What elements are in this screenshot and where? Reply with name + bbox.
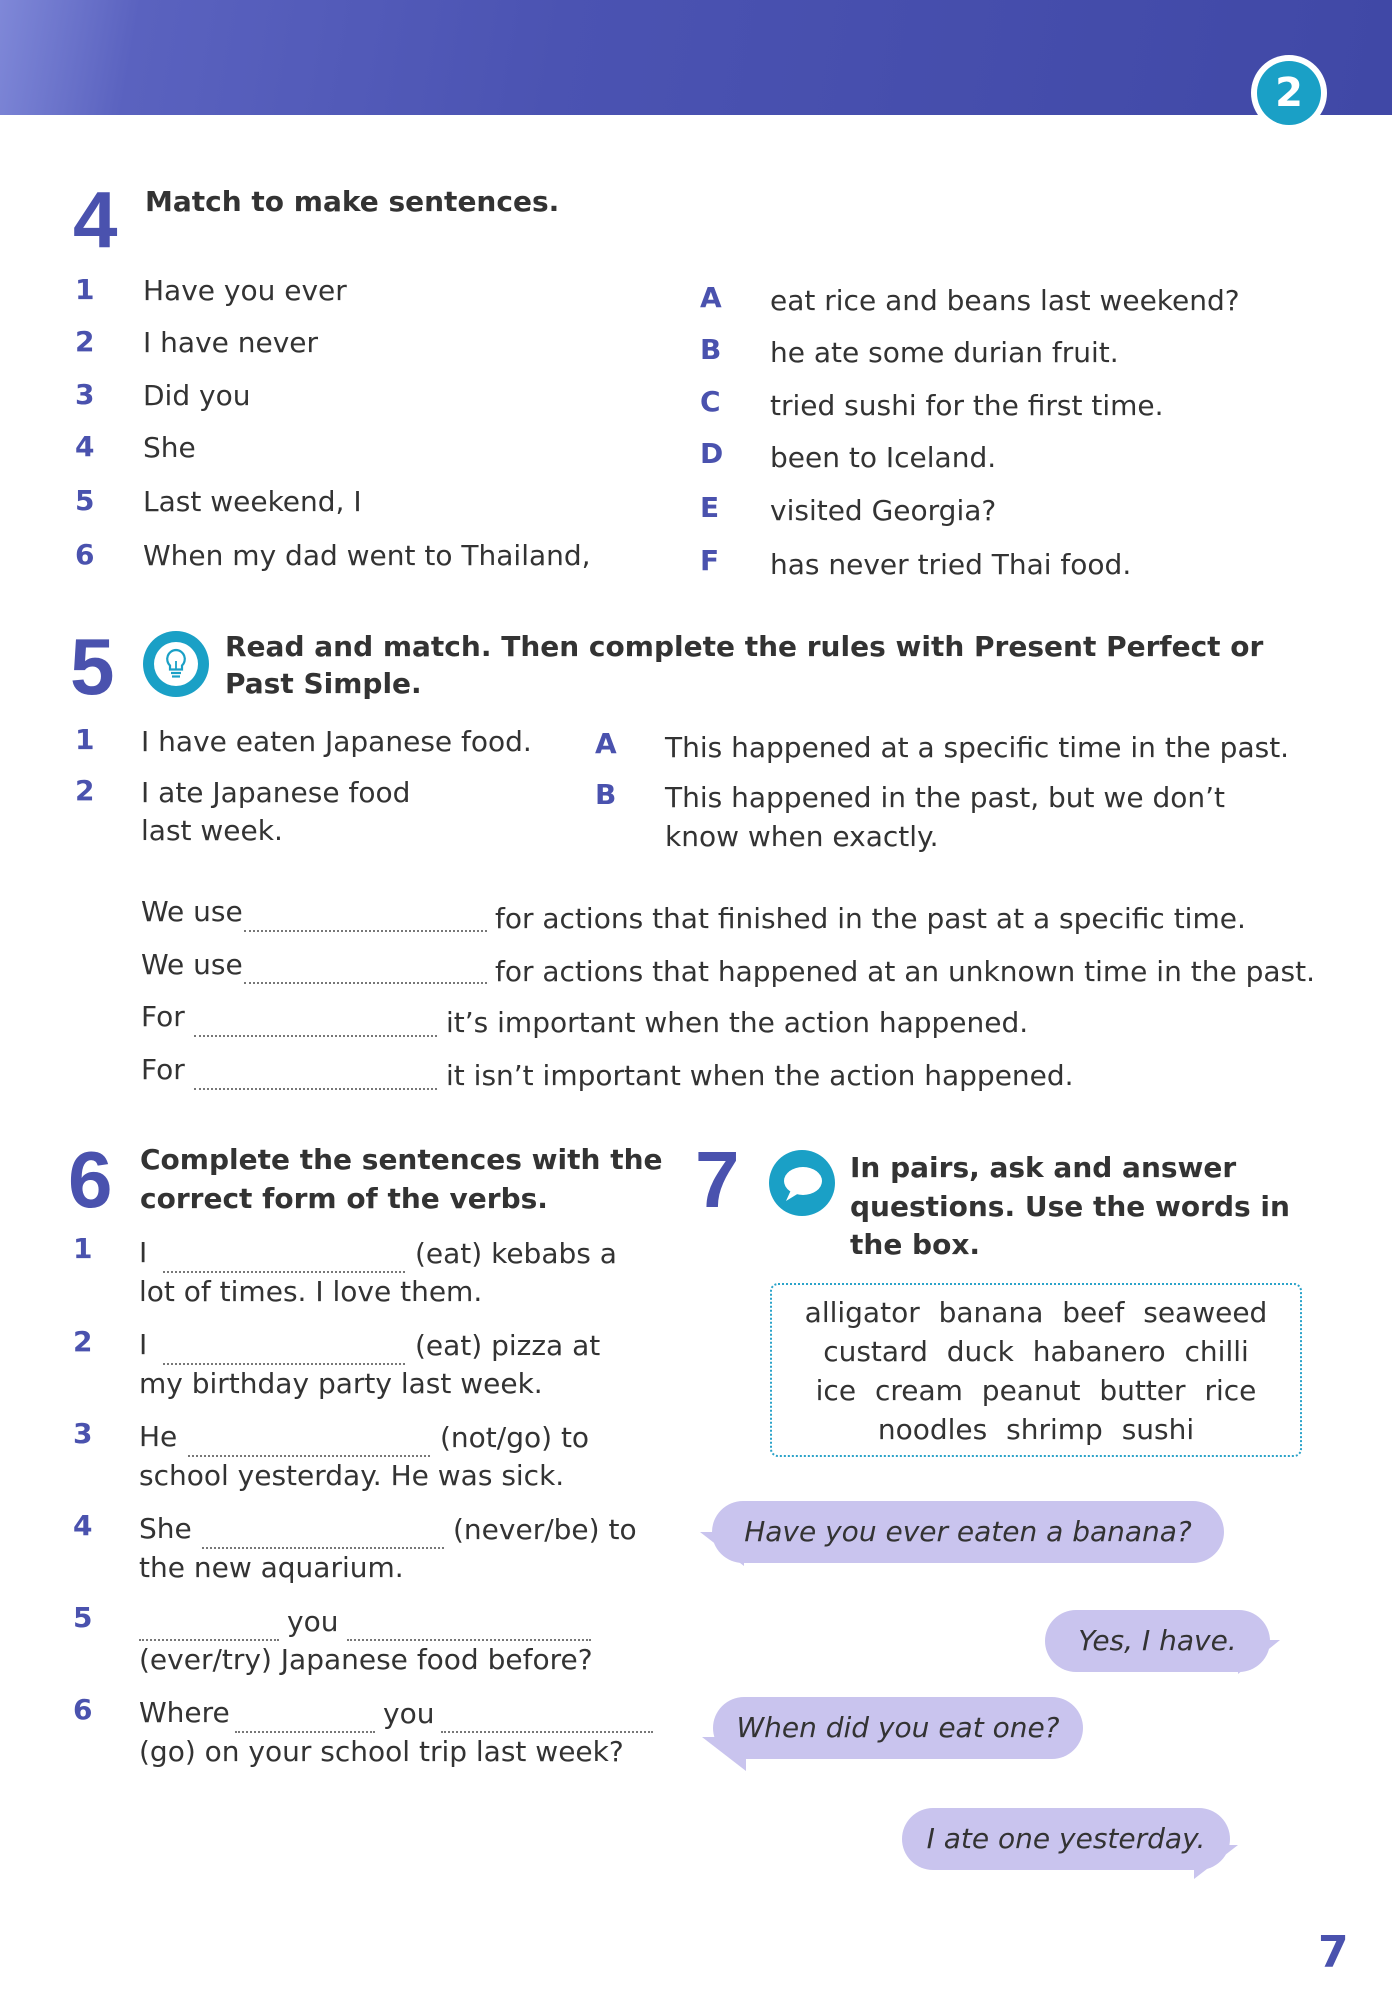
ex4-right-item: tried sushi for the first time. bbox=[770, 389, 1164, 422]
rule-end: for actions that happened at an unknown time in the past. bbox=[495, 955, 1315, 988]
ex5-left-item-cont: last week. bbox=[141, 814, 283, 847]
unit-badge bbox=[1251, 55, 1327, 131]
ex6-item-number: 4 bbox=[73, 1509, 93, 1542]
ex4-right-item: has never tried Thai food. bbox=[770, 548, 1132, 581]
rule-start: For bbox=[141, 1053, 185, 1086]
ex4-right-letter: C bbox=[700, 385, 721, 418]
ex4-left-item: When my dad went to Thailand, bbox=[143, 539, 591, 572]
ex4-left-item: Have you ever bbox=[143, 274, 347, 307]
speech-bubble-answer: I ate one yesterday. bbox=[902, 1808, 1230, 1870]
ex4-right-letter: D bbox=[700, 437, 724, 470]
ex5-left-item: I ate Japanese food bbox=[141, 776, 411, 809]
ex4-right-letter: F bbox=[700, 544, 720, 577]
ex6-item-number: 5 bbox=[73, 1601, 93, 1634]
word-box bbox=[770, 1283, 1302, 1457]
exercise-5-number: 5 bbox=[70, 622, 115, 711]
ex5-right-item: This happened in the past, but we don’t bbox=[665, 781, 1225, 814]
ex5-right-item-cont: know when exactly. bbox=[665, 820, 939, 853]
ex6-item-word: you bbox=[287, 1605, 339, 1638]
ex4-right-item: been to Iceland. bbox=[770, 441, 997, 474]
ex6-item-rest: my birthday party last week. bbox=[139, 1367, 543, 1400]
ex6-item-verb: (not/go) to bbox=[440, 1421, 590, 1454]
rule-start: We use bbox=[141, 948, 243, 981]
word-box-line: ice cream peanut butter rice bbox=[815, 1374, 1257, 1407]
ex6-item-number: 3 bbox=[73, 1417, 93, 1450]
ex6-item-rest: the new aquarium. bbox=[139, 1551, 404, 1584]
ex6-item-rest: (go) on your school trip last week? bbox=[139, 1735, 624, 1768]
ex6-item-subject: I bbox=[139, 1236, 148, 1269]
rule-end: it’s important when the action happened. bbox=[446, 1006, 1029, 1039]
ex6-item-verb: (never/be) to bbox=[453, 1513, 637, 1546]
rule-blank[interactable] bbox=[194, 1035, 437, 1037]
exercise-4-title: Match to make sentences. bbox=[145, 185, 560, 218]
lightbulb-icon bbox=[143, 631, 209, 697]
ex6-item-number: 2 bbox=[73, 1325, 93, 1358]
unit-number: 2 bbox=[1257, 61, 1321, 125]
rule-start: For bbox=[141, 1000, 185, 1033]
ex4-left-number: 6 bbox=[75, 538, 95, 571]
ex5-right-letter: B bbox=[595, 778, 617, 811]
rule-blank[interactable] bbox=[244, 982, 487, 984]
page-number: 7 bbox=[1318, 1927, 1349, 1978]
exercise-6-title-line1: Complete the sentences with the bbox=[140, 1143, 663, 1176]
ex4-right-item: eat rice and beans last weekend? bbox=[770, 284, 1240, 317]
ex4-left-number: 3 bbox=[75, 378, 95, 411]
ex5-left-number: 1 bbox=[75, 723, 95, 756]
exercise-5-title-line2: Past Simple. bbox=[225, 667, 422, 700]
speech-bubble-question: Have you ever eaten a banana? bbox=[712, 1501, 1224, 1563]
exercise-4-number: 4 bbox=[73, 175, 118, 264]
ex6-item-verb: (eat) pizza at bbox=[415, 1329, 601, 1362]
rule-blank[interactable] bbox=[194, 1088, 437, 1090]
ex5-left-item: I have eaten Japanese food. bbox=[141, 725, 532, 758]
speech-bubble-icon bbox=[769, 1150, 835, 1216]
ex5-left-number: 2 bbox=[75, 774, 95, 807]
ex6-item-word: you bbox=[383, 1697, 435, 1730]
header-banner bbox=[0, 0, 1392, 115]
speech-bubble-answer: Yes, I have. bbox=[1045, 1610, 1270, 1672]
ex4-right-item: visited Georgia? bbox=[770, 494, 997, 527]
ex6-item-subject: He bbox=[139, 1420, 178, 1453]
speech-bubble-question: When did you eat one? bbox=[713, 1697, 1083, 1759]
ex6-item-number: 6 bbox=[73, 1693, 93, 1726]
ex4-left-number: 5 bbox=[75, 484, 95, 517]
ex6-item-rest: school yesterday. He was sick. bbox=[139, 1459, 565, 1492]
ex4-right-letter: A bbox=[700, 281, 722, 314]
ex4-left-item: Last weekend, I bbox=[143, 485, 362, 518]
ex4-left-number: 1 bbox=[75, 273, 95, 306]
exercise-7-title-line3: the box. bbox=[850, 1228, 981, 1261]
ex5-right-letter: A bbox=[595, 727, 617, 760]
exercise-7-number: 7 bbox=[695, 1135, 740, 1224]
ex6-item-subject: I bbox=[139, 1328, 148, 1361]
ex4-left-number: 2 bbox=[75, 325, 95, 358]
ex4-left-item: Did you bbox=[143, 379, 251, 412]
rule-blank[interactable] bbox=[244, 930, 487, 932]
ex4-right-letter: B bbox=[700, 333, 722, 366]
word-box-line: noodles shrimp sushi bbox=[877, 1413, 1195, 1446]
ex4-left-number: 4 bbox=[75, 430, 95, 463]
ex6-item-subject: Where bbox=[139, 1696, 230, 1729]
ex4-left-item: She bbox=[143, 431, 196, 464]
rule-end: it isn’t important when the action happened. bbox=[446, 1059, 1074, 1092]
ex4-right-item: he ate some durian fruit. bbox=[770, 336, 1119, 369]
rule-end: for actions that finished in the past at a specific time. bbox=[495, 902, 1246, 935]
ex4-left-item: I have never bbox=[143, 326, 319, 359]
ex6-item-rest: (ever/try) Japanese food before? bbox=[139, 1643, 593, 1676]
word-box-line: custard duck habanero chilli bbox=[823, 1335, 1249, 1368]
ex5-right-item: This happened at a specific time in the past. bbox=[665, 731, 1290, 764]
ex6-item-subject: She bbox=[139, 1512, 192, 1545]
exercise-7-title-line2: questions. Use the words in bbox=[850, 1190, 1290, 1223]
word-box-line: alligator banana beef seaweed bbox=[804, 1296, 1268, 1329]
rule-start: We use bbox=[141, 895, 243, 928]
exercise-6-number: 6 bbox=[68, 1135, 113, 1224]
exercise-5-title-line1: Read and match. Then complete the rules with Present Perfect or bbox=[225, 630, 1264, 663]
ex4-right-letter: E bbox=[700, 491, 720, 524]
ex6-item-rest: lot of times. I love them. bbox=[139, 1275, 483, 1308]
exercise-6-title-line2: correct form of the verbs. bbox=[140, 1182, 548, 1215]
ex6-item-verb: (eat) kebabs a bbox=[415, 1237, 617, 1270]
exercise-7-title-line1: In pairs, ask and answer bbox=[850, 1151, 1237, 1184]
ex6-item-number: 1 bbox=[73, 1232, 93, 1265]
